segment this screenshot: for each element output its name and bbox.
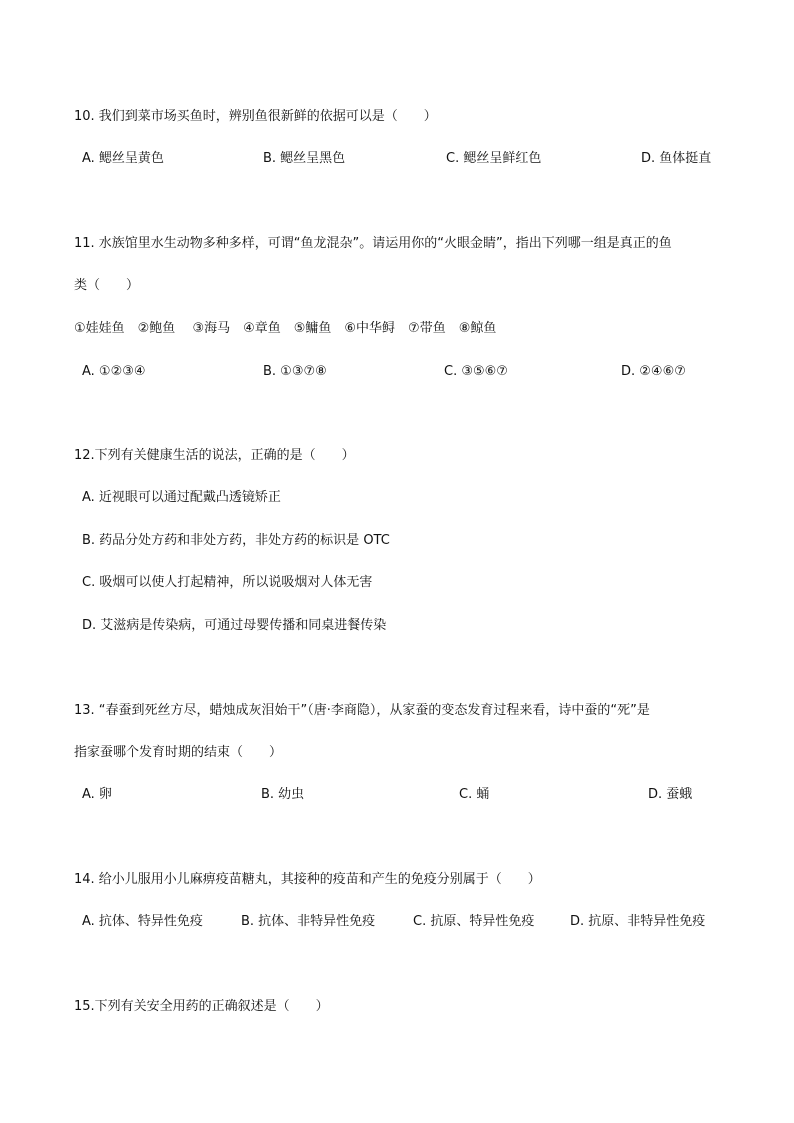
question-12-option-d: D. 艾滋病是传染病，可通过母婴传播和同桌进餐传染 [82, 618, 387, 633]
question-11-option-a: A. ①②③④ [82, 364, 146, 379]
question-13-option-c: C. 蛹 [459, 787, 490, 802]
question-12-stem: 12.下列有关健康生活的说法，正确的是（ ） [74, 448, 355, 463]
question-13-option-d: D. 蚕蛾 [648, 787, 693, 802]
question-11-option-d: D. ②④⑥⑦ [621, 364, 686, 379]
question-12-option-c: C. 吸烟可以使人打起精神，所以说吸烟对人体无害 [82, 575, 373, 590]
question-14-option-a: A. 抗体、特异性免疫 [82, 914, 203, 929]
question-13-option-a: A. 卵 [82, 787, 112, 802]
question-12-option-b: B. 药品分处方药和非处方药，非处方药的标识是 OTC [82, 533, 390, 548]
question-10-stem: 10. 我们到菜市场买鱼时，辨别鱼很新鲜的依据可以是（ ） [74, 109, 437, 124]
question-11-stem-line-2: 类（ ） [74, 278, 140, 293]
question-13-option-b: B. 幼虫 [261, 787, 305, 802]
question-11-stem-line-1: 11. 水族馆里水生动物多种多样，可谓“鱼龙混杂”。请运用你的“火眼金睛”，指出下列哪一组是真正的鱼 [74, 236, 672, 251]
question-12-option-a: A. 近视眼可以通过配戴凸透镜矫正 [82, 490, 281, 505]
question-14-option-c: C. 抗原、特异性免疫 [413, 914, 535, 929]
question-15-stem: 15.下列有关安全用药的正确叙述是（ ） [74, 999, 329, 1014]
question-14-option-d: D. 抗原、非特异性免疫 [570, 914, 706, 929]
question-10-option-c: C. 鳃丝呈鲜红色 [446, 151, 542, 166]
question-13-stem-line-1: 13. “春蚕到死丝方尽，蜡烛成灰泪始干”（唐·李商隐），从家蚕的变态发育过程来看，诗中蚕的“死”是 [74, 703, 650, 718]
question-14-option-b: B. 抗体、非特异性免疫 [241, 914, 376, 929]
question-11-option-b: B. ①③⑦⑧ [263, 364, 327, 379]
question-10-option-d: D. 鱼体挺直 [641, 151, 712, 166]
question-10-option-b: B. 鳃丝呈黑色 [263, 151, 346, 166]
question-10-option-a: A. 鳃丝呈黄色 [82, 151, 164, 166]
question-14-stem: 14. 给小儿服用小儿麻痹疫苗糖丸，其接种的疫苗和产生的免疫分别属于（ ） [74, 872, 541, 887]
question-11-item-list: ①娃娃鱼 ②鲍鱼 ③海马 ④章鱼 ⑤鳙鱼 ⑥中华鲟 ⑦带鱼 ⑧鲸鱼 [74, 321, 497, 336]
question-11-option-c: C. ③⑤⑥⑦ [444, 364, 508, 379]
question-13-stem-line-2: 指家蚕哪个发育时期的结束（ ） [74, 745, 283, 760]
